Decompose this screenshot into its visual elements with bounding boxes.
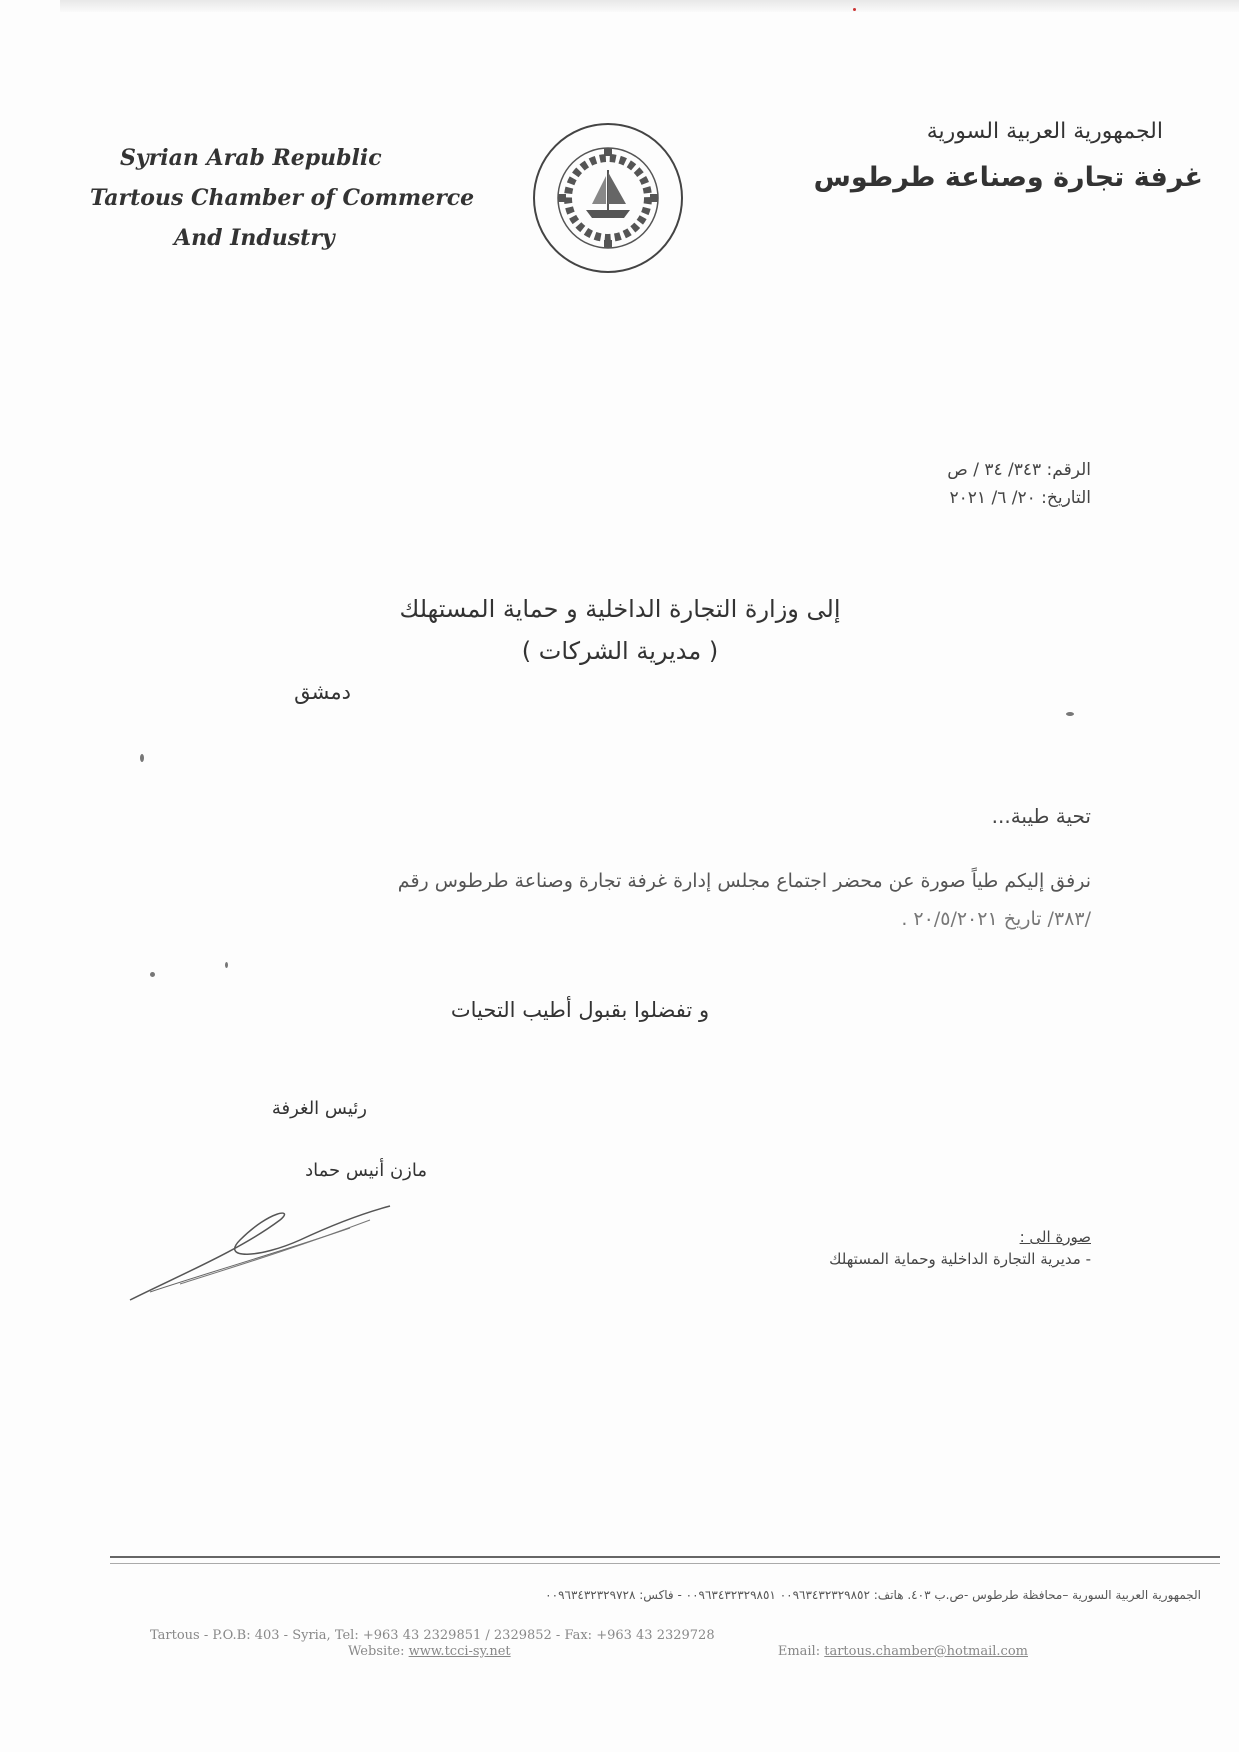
- body-line-1: نرفق إليكم طياً صورة عن محضر اجتماع مجلس إدارة غرفة تجارة وصناعة طرطوس رقم: [397, 870, 1091, 892]
- footer-website[interactable]: [348, 1644, 511, 1659]
- scan-speck: [1066, 712, 1074, 716]
- en-chamber-industry: And Industry: [174, 225, 335, 251]
- addressee-block: [280, 588, 960, 672]
- reference-block: [791, 456, 1091, 512]
- email-label: Email:: [777, 1644, 821, 1659]
- body-line-2: /٣٨٣/ تاريخ ٢٠/٥/٢٠٢١ .: [901, 908, 1091, 930]
- ar-chamber-name: غرفة تجارة وصناعة طرطوس: [813, 162, 1203, 193]
- en-chamber-name: Tartous Chamber of Commerce: [90, 185, 475, 211]
- addressee-directorate: ( مديرية الشركات ): [521, 637, 719, 665]
- chamber-seal-icon: [528, 118, 688, 278]
- ar-country: الجمهورية العربية السورية: [926, 119, 1163, 144]
- footer-email[interactable]: [778, 1644, 1028, 1659]
- website-link[interactable]: www.tcci-sy.net: [408, 1644, 511, 1659]
- footer-divider: [110, 1556, 1220, 1558]
- reference-number: الرقم: ٣٤٣/ ٣٤ / ص: [947, 460, 1091, 480]
- email-link[interactable]: tartous.chamber@hotmail.com: [824, 1644, 1028, 1659]
- signatory-name: مازن أنيس حماد: [305, 1160, 427, 1181]
- cc-title: صورة الى :: [1019, 1228, 1091, 1246]
- footer-english-contact: Tartous - P.O.B: 403 - Syria, Tel: +963 43 2329851 / 2329852 - Fax: +963 43 2329728: [150, 1628, 715, 1643]
- footer-divider-thin: [110, 1563, 1220, 1564]
- scan-speck: [853, 8, 856, 11]
- addressee-ministry: إلى وزارة التجارة الداخلية و حماية المستهلك: [399, 595, 841, 623]
- handwritten-signature: [120, 1180, 400, 1310]
- scan-speck: [150, 972, 155, 977]
- footer-web-contact: [348, 1644, 1028, 1659]
- cc-block: [671, 1226, 1091, 1270]
- scan-speck: [140, 754, 144, 762]
- closing-line: و تفضلوا بقبول أطيب التحيات: [450, 998, 710, 1022]
- footer-arabic-contact: الجمهورية العربية السورية –محافظة طرطوس -ص.ب ٤٠٣. هاتف: ٠٠٩٦٣٤٣٢٣٢٩٨٥٢ ٠٠٩٦٣٤٣٢٣٢٩٨٥١ - فاكس: ٠٠٩٦٣٤٣٢٣٢٩٧٢٨: [545, 1588, 1201, 1602]
- english-letterhead: [90, 138, 510, 258]
- signatory-title: رئيس الغرفة: [271, 1098, 367, 1119]
- website-label: Website:: [348, 1644, 405, 1659]
- addressee-city: دمشق: [294, 680, 351, 704]
- arabic-letterhead: [783, 110, 1203, 202]
- greeting: تحية طيبة...: [991, 804, 1091, 828]
- reference-date: التاريخ: ٢٠/ ٦/ ٢٠٢١: [949, 488, 1091, 508]
- scan-edge: [60, 0, 1239, 12]
- cc-recipient: - مديرية التجارة الداخلية وحماية المستهلك: [829, 1250, 1091, 1268]
- scan-speck: [225, 962, 228, 968]
- en-country: Syrian Arab Republic: [120, 145, 382, 171]
